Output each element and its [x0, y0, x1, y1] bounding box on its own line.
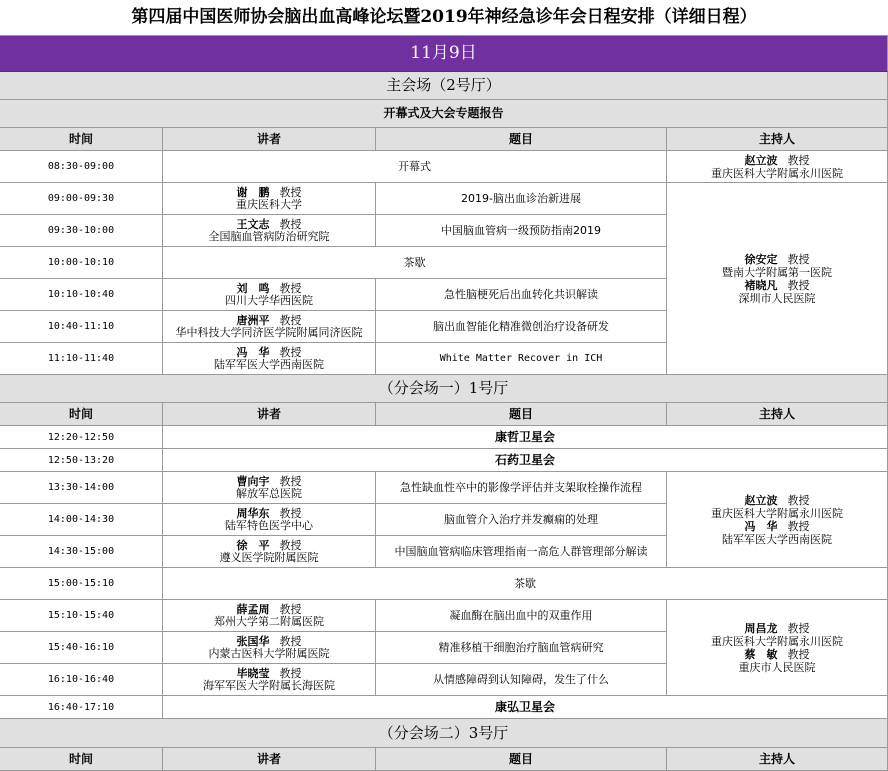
speaker-role: 教授: [279, 217, 302, 231]
topic-cell: 精准移植干细胞治疗脑血管病研究: [376, 632, 667, 664]
host-cell: [667, 600, 888, 696]
host-name: 蔡 敏: [744, 647, 778, 661]
header-topic: 题目: [376, 128, 667, 151]
header-host: 主持人: [667, 403, 888, 426]
speaker-role: 教授: [279, 634, 302, 648]
speaker-name: 王文志: [236, 217, 270, 231]
host-cell: [667, 151, 888, 183]
topic-cell: 茶歇: [163, 247, 667, 279]
time-cell: 12:50-13:20: [0, 449, 163, 472]
page-title: 第四届中国医师协会脑出血高峰论坛暨2019年神经急诊年会日程安排（详细日程）: [0, 0, 888, 36]
time-cell: 10:40-11:10: [0, 311, 163, 343]
topic-cell: 急性脑梗死后出血转化共识解读: [376, 279, 667, 311]
speaker-org: 解放军总医院: [236, 486, 302, 500]
speaker-org: 华中科技大学同济医学院附属同济医院: [175, 325, 363, 339]
time-cell: 15:10-15:40: [0, 600, 163, 632]
topic-cell: 中国脑血管病临床管理指南一高危人群管理部分解读: [376, 536, 667, 568]
header-speaker: 讲者: [163, 403, 376, 426]
time-cell: 15:00-15:10: [0, 568, 163, 600]
header-host: 主持人: [667, 128, 888, 151]
satellite-cell: 康弘卫星会: [163, 696, 888, 719]
topic-cell: 茶歇: [163, 568, 888, 600]
speaker-org: 遵义医学院附属医院: [219, 550, 319, 564]
topic-cell: 凝血酶在脑出血中的双重作用: [376, 600, 667, 632]
header-time: 时间: [0, 128, 163, 151]
header-time: 时间: [0, 403, 163, 426]
time-cell: 10:10-10:40: [0, 279, 163, 311]
host-org: 陆军军医大学西南医院: [722, 532, 832, 546]
speaker-role: 教授: [279, 506, 302, 520]
speaker-cell: [163, 215, 376, 247]
topic-cell: 开幕式: [163, 151, 667, 183]
topic-cell: White Matter Recover in ICH: [376, 343, 667, 375]
time-cell: 14:30-15:00: [0, 536, 163, 568]
topic-cell: 急性缺血性卒中的影像学评估并支架取栓操作流程: [376, 472, 667, 504]
speaker-org: 重庆医科大学: [236, 197, 302, 211]
speaker-cell: [163, 183, 376, 215]
host-role: 教授: [787, 647, 810, 661]
host-org: 暨南大学附属第一医院: [722, 265, 832, 279]
speaker-name: 薛孟周: [236, 602, 270, 616]
satellite-cell: 康哲卫星会: [163, 426, 888, 449]
host-name: 徐安定: [744, 252, 778, 266]
speaker-role: 教授: [279, 602, 302, 616]
host-name: 褚晓凡: [744, 278, 778, 292]
time-cell: 09:00-09:30: [0, 183, 163, 215]
speaker-cell: [163, 632, 376, 664]
header-host: 主持人: [667, 748, 888, 771]
speaker-cell: [163, 279, 376, 311]
header-speaker: 讲者: [163, 748, 376, 771]
speaker-name: 唐洲平: [236, 313, 270, 327]
speaker-org: 陆军特色医学中心: [225, 518, 313, 532]
host-org: 深圳市人民医院: [738, 291, 816, 305]
speaker-name: 曹向宇: [236, 474, 270, 488]
host-org: 重庆市人民医院: [738, 660, 816, 674]
speaker-role: 教授: [279, 345, 302, 359]
satellite-cell: 石药卫星会: [163, 449, 888, 472]
speaker-cell: [163, 664, 376, 696]
host-role: 教授: [787, 519, 810, 533]
time-cell: 15:40-16:10: [0, 632, 163, 664]
speaker-role: 教授: [279, 474, 302, 488]
speaker-org: 内蒙古医科大学附属医院: [208, 646, 330, 660]
host-cell: [667, 183, 888, 375]
speaker-org: 全国脑血管病防治研究院: [208, 229, 330, 243]
time-cell: 13:30-14:00: [0, 472, 163, 504]
time-cell: 08:30-09:00: [0, 151, 163, 183]
header-topic: 题目: [376, 748, 667, 771]
host-role: 教授: [787, 621, 810, 635]
speaker-cell: [163, 343, 376, 375]
speaker-role: 教授: [279, 666, 302, 680]
host-name: 冯 华: [744, 519, 778, 533]
topic-cell: 脑血管介入治疗并发癫痫的处理: [376, 504, 667, 536]
host-cell: [667, 472, 888, 568]
speaker-cell: [163, 472, 376, 504]
header-speaker: 讲者: [163, 128, 376, 151]
date-banner: 11月9日: [0, 36, 888, 72]
speaker-role: 教授: [279, 281, 302, 295]
speaker-role: 教授: [279, 313, 302, 327]
speaker-org: 郑州大学第二附属医院: [214, 614, 324, 628]
speaker-org: 四川大学华西医院: [225, 293, 313, 307]
host-name: 赵立波: [744, 153, 778, 167]
speaker-cell: [163, 504, 376, 536]
time-cell: 16:40-17:10: [0, 696, 163, 719]
host-name: 赵立波: [744, 493, 778, 507]
speaker-name: 刘 鸣: [236, 281, 270, 295]
topic-cell: 脑出血智能化精准微创治疗设备研发: [376, 311, 667, 343]
header-topic: 题目: [376, 403, 667, 426]
time-cell: 11:10-11:40: [0, 343, 163, 375]
header-time: 时间: [0, 748, 163, 771]
time-cell: 16:10-16:40: [0, 664, 163, 696]
host-org: 重庆医科大学附属永川医院: [711, 634, 843, 648]
host-role: 教授: [787, 153, 810, 167]
speaker-name: 冯 华: [236, 345, 270, 359]
speaker-cell: [163, 311, 376, 343]
speaker-name: 毕晓莹: [236, 666, 270, 680]
time-cell: 12:20-12:50: [0, 426, 163, 449]
host-role: 教授: [787, 252, 810, 266]
speaker-name: 谢 鹏: [236, 185, 270, 199]
speaker-name: 周华东: [236, 506, 270, 520]
topic-cell: 从情感障碍到认知障碍，发生了什么: [376, 664, 667, 696]
host-role: 教授: [787, 493, 810, 507]
speaker-cell: [163, 600, 376, 632]
speaker-name: 徐 平: [236, 538, 270, 552]
speaker-cell: [163, 536, 376, 568]
speaker-role: 教授: [279, 185, 302, 199]
host-name: 周昌龙: [744, 621, 778, 635]
branch1-heading: （分会场一）1号厅: [0, 375, 888, 403]
host-role: 教授: [787, 278, 810, 292]
main-venue-subtitle: 开幕式及大会专题报告: [0, 100, 888, 128]
host-org: 重庆医科大学附属永川医院: [711, 166, 843, 180]
topic-cell: 中国脑血管病一级预防指南2019: [376, 215, 667, 247]
speaker-org: 海军军医大学附属长海医院: [203, 678, 335, 692]
topic-cell: 2019-脑出血诊治新进展: [376, 183, 667, 215]
speaker-name: 张国华: [236, 634, 270, 648]
speaker-role: 教授: [279, 538, 302, 552]
speaker-org: 陆军军医大学西南医院: [214, 357, 324, 371]
main-venue-heading: 主会场（2号厅）: [0, 72, 888, 100]
time-cell: 14:00-14:30: [0, 504, 163, 536]
time-cell: 10:00-10:10: [0, 247, 163, 279]
time-cell: 09:30-10:00: [0, 215, 163, 247]
host-org: 重庆医科大学附属永川医院: [711, 506, 843, 520]
branch2-heading: （分会场二）3号厅: [0, 719, 888, 748]
